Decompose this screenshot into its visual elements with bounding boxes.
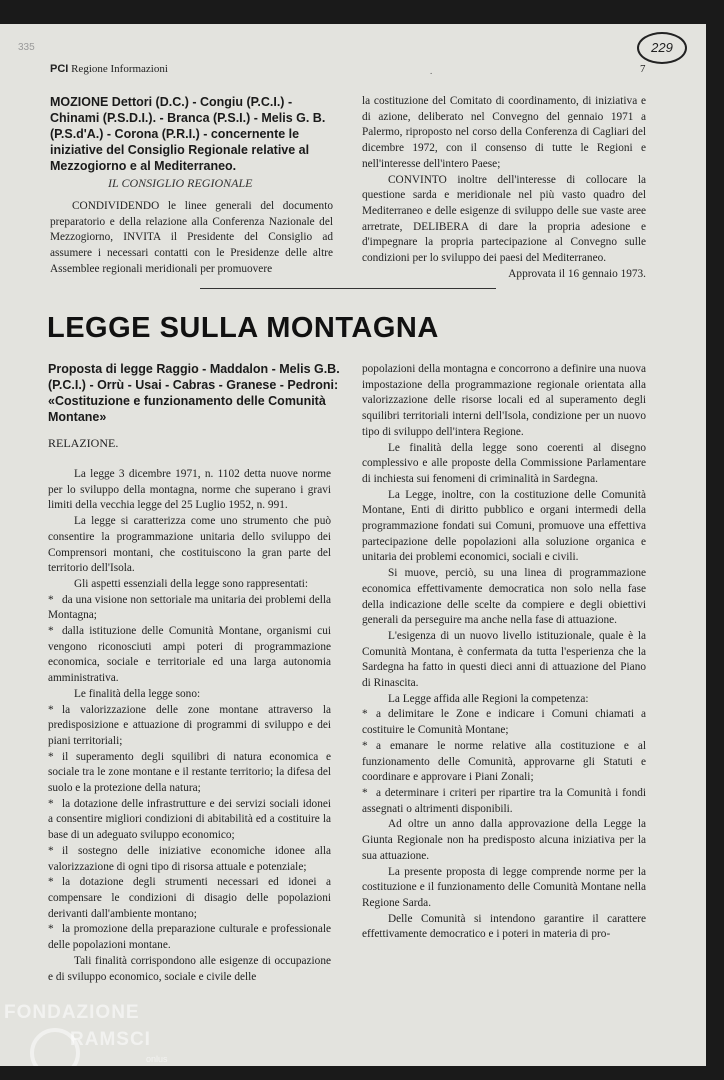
- right-paragraph: [362, 739, 646, 786]
- proposal-title: Proposta di legge Raggio - Maddalon - Melis G.B. (P.C.I.) - Orrù - Usai - Cabras - Granese - Pedroni: «Costituzione e funzionamento delle Comunità Montane»: [48, 362, 340, 424]
- right-paragraph-text: a delimitare le Zone e indicare i Comuni chiamati a costituire le Comunità Montane;: [362, 708, 646, 737]
- left-paragraph-text: il sostegno delle iniziative economiche idonee alla valorizzazione di ogni tipo di risorsa attuale e potenziale;: [48, 844, 331, 873]
- right-paragraph-text: a emanare le norme relative alla costituzione e al funzionamento delle Comunità, approvarne gli Statuti e coordinare e approvare i Piani Zonali;: [362, 739, 646, 784]
- left-paragraph: Le finalità della legge sono:: [74, 687, 201, 700]
- left-paragraph: [48, 875, 331, 922]
- header-dot: .: [430, 66, 433, 76]
- running-header: [50, 63, 168, 75]
- left-paragraph-text: la dotazione degli strumenti necessari ed idonei a compensare le condizioni di disagio delle popolazioni derivanti dall'ambiente montano;: [48, 876, 331, 920]
- left-paragraph: [48, 593, 331, 624]
- right-paragraph: popolazioni della montagna e concorrono a definire una nuova impostazione della programmazione regionale orientata alla valorizzazione delle risorse locali ed al superamento degli squilibri territoriali interni dell'Isola, condizione per un nuovo tipo di sviluppo dell'intera Regione.: [362, 363, 646, 438]
- legge-left-column: [48, 467, 331, 985]
- right-paragraph: La Legge, inoltre, con la costituzione delle Comunità Montane, Enti di diritto pubblico e organi intermedi della programmazione fondati sui Comuni, promuove una effettiva partecipazione delle popolazioni alla soluzione organica e unitaria dei problemi economici, sociali e civili.: [362, 488, 646, 564]
- bullet-asterisk-icon: *: [48, 797, 54, 810]
- left-paragraph: [48, 750, 331, 797]
- bullet-asterisk-icon: *: [362, 708, 368, 721]
- archive-number-stamp: 229: [637, 32, 687, 64]
- left-paragraph: La legge si caratterizza come uno strumento che può consentire la programmazione unitaria dello sviluppo dei Comprensori montani, che costituiscono la gran parte del territorio dell'Isola.: [48, 515, 331, 575]
- legge-title: LEGGE SULLA MONTAGNA: [47, 312, 439, 344]
- right-paragraph: Le finalità della legge sono coerenti al disegno complessivo e alle proposte della Commissione Parlamentare di inchiesta sui fenomeni di criminalità in Sardegna.: [362, 441, 646, 485]
- left-paragraph-text: da una visione non settoriale ma unitaria dei problemi della Montagna;: [48, 593, 331, 622]
- left-paragraph: Tali finalità corrispondono alle esigenze di occupazione e di sviluppo economico, sociale e civile delle: [48, 954, 331, 983]
- right-paragraph: [362, 707, 646, 738]
- bullet-asterisk-icon: *: [48, 923, 54, 936]
- left-paragraph: [48, 922, 331, 953]
- watermark-sub: onlus: [146, 1054, 168, 1064]
- watermark-logo-text: FONDAZIONE: [4, 1002, 140, 1023]
- bullet-asterisk-icon: *: [362, 739, 368, 752]
- left-paragraph-text: dalla istituzione delle Comunità Montane, organismi cui vengono riconosciuti ampi poteri di programmazione economica, sociale e territoriale ed una larga autonomia amministrativa.: [48, 625, 331, 685]
- mozione-right-p2: CONVINTO inoltre dell'interesse di collocare la questione sarda e meridionale nel più vasto quadro del Mediterraneo e delle esigenze di sviluppo delle sue vaste aree arretrate, DELIBERA di dare la propria adesione e d'impegnare la propria partecipazione al Convegno sulle condizioni per lo sviluppo dei paesi del Mediterraneo.: [362, 173, 646, 265]
- right-paragraph: L'esigenza di un nuovo livello istituzionale, quale è la Comunità Montana, è confermata da tutta l'esperienza che la Sardegna ha fatto in questi dieci anni di attuazione del Piano di Rinascita.: [362, 629, 646, 690]
- mozione-right-p1: la costituzione del Comitato di coordinamento, di iniziativa e di azione, deliberato nel Convegno del gennaio 1971 a Palermo, riproposto nel corso della Conferenza di Cagliari del dicembre 1972, con il consenso di tutte le Regioni e nell'interesse dell'intero Paese;: [362, 95, 646, 170]
- left-paragraph: [48, 624, 331, 687]
- right-paragraph: [362, 786, 646, 817]
- page-number: 7: [640, 63, 646, 75]
- header-section: Regione Informazioni: [71, 63, 168, 75]
- bullet-asterisk-icon: *: [362, 786, 368, 799]
- bullet-asterisk-icon: *: [48, 625, 54, 638]
- left-paragraph-text: la dotazione delle infrastrutture e dei servizi sociali idonei a consentire migliori condizioni di abitabilità ed a costituire la base di un adeguato sviluppo economico;: [48, 797, 331, 842]
- left-paragraph: La legge 3 dicembre 1971, n. 1102 detta nuove norme per lo sviluppo della montagna, norme che superano i gravi limiti della vecchia legge del 25 Luglio 1952, n. 991.: [48, 468, 331, 512]
- right-paragraph: Delle Comunità si intendono garantire il carattere effettivamente democratico e i poteri in materia di pro-: [362, 912, 646, 941]
- left-paragraph: [48, 797, 331, 844]
- document-page: [0, 24, 706, 1066]
- left-paragraph-text: la promozione della preparazione culturale e professionale delle popolazioni montane.: [48, 923, 331, 952]
- right-paragraph: La presente proposta di legge comprende norme per la costituzione e il funzionamento delle Comunità Montane nella Regione Sarda.: [362, 865, 646, 909]
- left-paragraph-text: la valorizzazione delle zone montane attraverso la predisposizione e attuazione di programmi di sviluppo e dei piani territoriali;: [48, 703, 331, 747]
- mozione-title: MOZIONE Dettori (D.C.) - Congiu (P.C.I.) - Chinami (P.S.D.I.). - Branca (P.S.I.) - Melis G. B. (P.S.d'A.) - Corona (P.R.I.) - concernente le iniziative del Consiglio Regionale relative al Mezzogiorno e al Mediterraneo.: [50, 95, 326, 173]
- left-paragraph: [48, 703, 331, 750]
- bullet-asterisk-icon: *: [48, 703, 54, 716]
- bullet-asterisk-icon: *: [48, 844, 54, 857]
- left-paragraph: Gli aspetti essenziali della legge sono rappresentati:: [74, 577, 309, 590]
- right-paragraph: La Legge affida alle Regioni la competenza:: [388, 692, 589, 705]
- bullet-asterisk-icon: *: [48, 593, 54, 606]
- watermark-logo-text-2: RAMSCI: [70, 1029, 151, 1050]
- mozione-subtitle: IL CONSIGLIO REGIONALE: [108, 176, 253, 190]
- right-paragraph-text: a determinare i criteri per ripartire tra la Comunità i fondi assegnati o altrimenti disponibili.: [362, 786, 646, 815]
- margin-mark: 335: [18, 42, 35, 53]
- left-paragraph-text: il superamento degli squilibri di natura economica e sociale tra le zone montane e il restante territorio; la difesa del suolo e la protezione della natura;: [48, 750, 331, 795]
- bullet-asterisk-icon: *: [48, 876, 54, 889]
- header-brand: PCI: [50, 63, 69, 75]
- bullet-asterisk-icon: *: [48, 750, 54, 763]
- legge-right-column: [362, 362, 646, 943]
- relazione-heading: RELAZIONE.: [48, 436, 119, 450]
- right-paragraph: Si muove, perciò, su una linea di programmazione economica effettivamente democratica non solo nella fase della indicazione delle scelte da compiere e degli obiettivi generali da perseguire ma anche nella fase di attuazione.: [362, 567, 646, 627]
- mozione-left-text: CONDIVIDENDO le linee generali del documento preparatorio e della relazione alla Conferenza Nazionale del Mezzogiorno, INVITA il Presidente del Consiglio ad assumere i necessari contatti con le Presidenze delle altre Assemblee regionali meridionali per promuovere: [50, 200, 333, 275]
- section-divider: [200, 288, 496, 289]
- mozione-approval: Approvata il 16 gennaio 1973.: [508, 267, 646, 280]
- mozione-right-column: [362, 94, 646, 282]
- right-paragraph: Ad oltre un anno dalla approvazione della Legge la Giunta Regionale non ha predisposto alcuna iniziativa per la sua attuazione.: [362, 818, 646, 862]
- left-paragraph: [48, 844, 331, 875]
